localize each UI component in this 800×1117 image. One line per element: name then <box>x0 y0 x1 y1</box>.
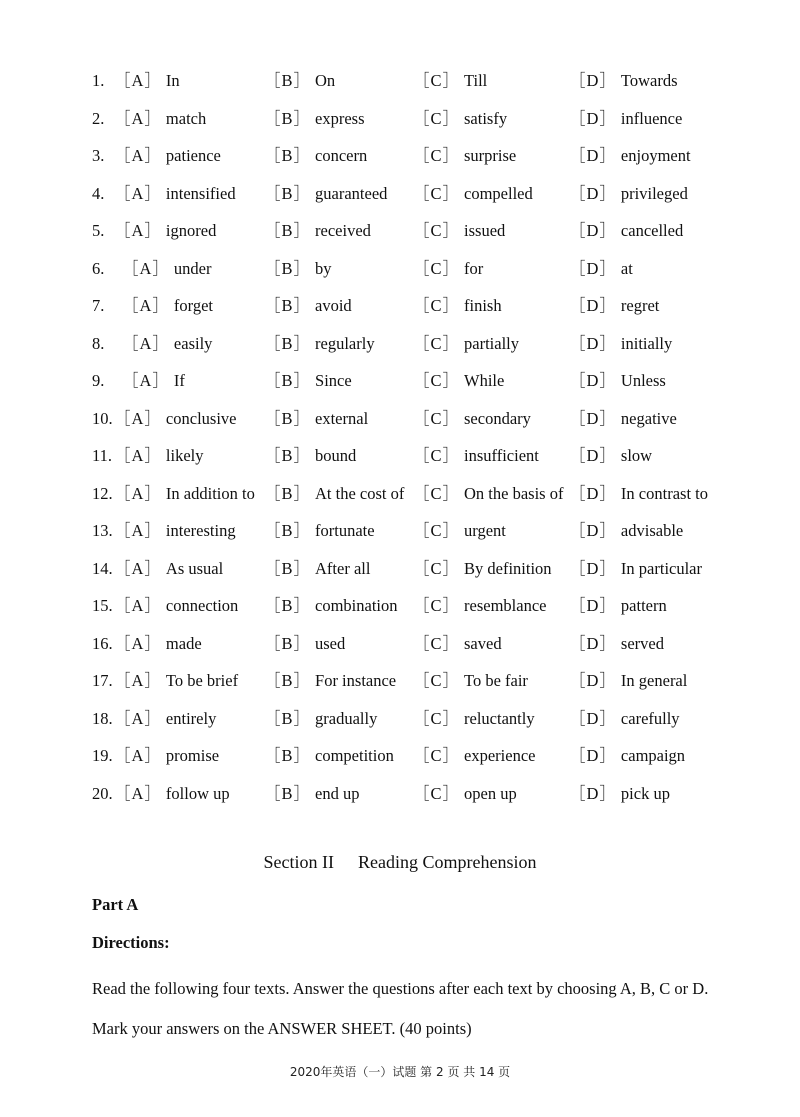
option-text: end up <box>315 783 360 803</box>
question-number: 14. <box>92 558 113 578</box>
option-text: intensified <box>165 183 236 203</box>
option-text: external <box>315 408 369 428</box>
option-letter: ［B］ <box>264 71 312 90</box>
option-letter: ［D］ <box>569 521 617 540</box>
option-text: carefully <box>620 708 680 728</box>
option-a <box>114 700 216 738</box>
option-letter: ［D］ <box>569 183 617 203</box>
option-letter: ［C］ <box>413 258 461 278</box>
question-number: 3. <box>92 146 105 165</box>
option-letter: ［B］ <box>264 521 312 540</box>
question-row <box>92 362 732 400</box>
option-text: reluctantly <box>464 708 535 728</box>
option-letter: ［B］ <box>264 558 312 578</box>
option-text: for <box>464 258 484 278</box>
option-letter: ［D］ <box>569 483 617 503</box>
option-text: competition <box>315 746 394 765</box>
option-text: Since <box>315 371 352 390</box>
question-number: 2. <box>92 108 105 128</box>
option-a <box>114 137 221 175</box>
option-b <box>264 512 375 550</box>
option-text: under <box>173 258 212 278</box>
question-number: 1. <box>92 71 105 90</box>
option-letter: ［A］ <box>114 596 162 615</box>
option-text: secondary <box>464 408 531 428</box>
option-letter: ［A］ <box>114 183 162 203</box>
option-c <box>413 437 539 475</box>
option-letter: ［D］ <box>569 671 617 690</box>
option-letter: ［B］ <box>264 483 312 503</box>
question-row <box>92 475 732 513</box>
option-text: In particular <box>620 558 703 578</box>
option-d <box>569 437 652 475</box>
option-text: initially <box>620 333 673 353</box>
question-row <box>92 587 732 625</box>
option-text: bound <box>315 446 357 465</box>
option-text: negative <box>620 408 677 428</box>
question-row <box>92 250 732 288</box>
option-c <box>413 400 531 438</box>
option-text: easily <box>173 333 213 353</box>
option-text: at <box>620 258 633 278</box>
question-number: 16. <box>92 633 113 653</box>
question-number: 13. <box>92 521 113 540</box>
option-text: In contrast to <box>620 483 708 503</box>
option-text: promise <box>165 746 220 765</box>
option-letter: ［D］ <box>569 408 617 428</box>
directions-label: Directions: <box>92 933 170 952</box>
option-a <box>114 550 223 588</box>
option-a <box>114 512 236 550</box>
option-letter: ［C］ <box>413 146 461 165</box>
option-text: interesting <box>165 521 236 540</box>
option-a <box>122 325 212 363</box>
option-letter: ［B］ <box>264 296 312 315</box>
question-row <box>92 550 732 588</box>
option-b <box>264 437 356 475</box>
section-heading <box>0 852 800 873</box>
option-letter: ［C］ <box>413 221 461 240</box>
option-letter: ［D］ <box>569 633 617 653</box>
option-letter: ［A］ <box>122 258 170 278</box>
option-letter: ［B］ <box>264 596 312 615</box>
option-a <box>122 362 185 400</box>
option-letter: ［A］ <box>114 671 162 690</box>
option-letter: ［A］ <box>122 371 170 390</box>
option-text: If <box>173 371 185 390</box>
option-letter: ［A］ <box>114 708 162 728</box>
option-letter: ［D］ <box>569 333 617 353</box>
option-c <box>413 212 505 250</box>
option-d <box>569 175 688 213</box>
option-b <box>264 475 404 513</box>
option-c <box>413 625 502 663</box>
option-letter: ［D］ <box>569 146 617 165</box>
option-text: In addition to <box>165 483 255 503</box>
option-letter: ［D］ <box>569 558 617 578</box>
option-text: pattern <box>620 596 667 615</box>
question-number: 18. <box>92 708 113 728</box>
option-text: For instance <box>315 671 397 690</box>
option-c <box>413 662 528 700</box>
question-row <box>92 737 732 775</box>
option-letter: ［B］ <box>264 333 312 353</box>
option-a <box>114 100 206 138</box>
option-text: slow <box>620 446 653 465</box>
question-row <box>92 287 732 325</box>
page-footer: 2020年英语（一）试题 第 2 页 共 14 页 <box>289 1065 511 1079</box>
question-row <box>92 325 732 363</box>
option-letter: ［B］ <box>264 408 312 428</box>
option-d <box>569 100 682 138</box>
option-text: cancelled <box>620 221 684 240</box>
option-letter: ［B］ <box>264 783 312 803</box>
option-letter: ［D］ <box>569 708 617 728</box>
option-letter: ［B］ <box>264 708 312 728</box>
option-text: In <box>165 71 180 90</box>
option-d <box>569 212 683 250</box>
option-text: To be fair <box>464 671 528 690</box>
option-b <box>264 325 375 363</box>
question-row <box>92 775 732 813</box>
option-c <box>413 62 487 100</box>
option-letter: ［C］ <box>413 108 461 128</box>
option-text: used <box>315 633 346 653</box>
option-text: Towards <box>620 71 678 90</box>
option-letter: ［C］ <box>413 183 461 203</box>
option-letter: ［B］ <box>264 258 312 278</box>
option-c <box>413 250 483 288</box>
option-text: enjoyment <box>620 146 691 165</box>
option-letter: ［C］ <box>413 521 461 540</box>
option-d <box>569 737 685 775</box>
option-letter: ［D］ <box>569 71 617 90</box>
question-row <box>92 137 732 175</box>
option-a <box>122 250 212 288</box>
option-d <box>569 362 666 400</box>
option-letter: ［A］ <box>114 483 162 503</box>
option-d <box>569 400 677 438</box>
option-text: In general <box>620 671 688 690</box>
option-letter: ［D］ <box>569 296 617 315</box>
option-a <box>114 62 180 100</box>
option-letter: ［C］ <box>413 783 461 803</box>
option-b <box>264 775 359 813</box>
option-letter: ［B］ <box>264 746 312 765</box>
option-a <box>114 475 255 513</box>
option-b <box>264 550 370 588</box>
option-letter: ［D］ <box>569 221 617 240</box>
option-a <box>114 212 216 250</box>
option-letter: ［B］ <box>264 633 312 653</box>
option-text: regularly <box>315 333 375 353</box>
option-text: Till <box>464 71 488 90</box>
option-text: campaign <box>620 746 686 765</box>
option-d <box>569 775 670 813</box>
option-text: Unless <box>620 371 666 390</box>
option-letter: ［B］ <box>264 221 312 240</box>
option-text: partially <box>464 333 519 353</box>
option-letter: ［C］ <box>413 333 461 353</box>
question-row <box>92 662 732 700</box>
option-text: combination <box>315 596 398 615</box>
option-text: As usual <box>165 558 224 578</box>
question-row <box>92 700 732 738</box>
option-letter: ［B］ <box>264 146 312 165</box>
question-row <box>92 512 732 550</box>
option-letter: ［C］ <box>413 296 461 315</box>
option-letter: ［D］ <box>569 371 617 390</box>
question-number: 7. <box>92 296 105 315</box>
question-number: 12. <box>92 483 113 503</box>
option-c <box>413 287 502 325</box>
option-text: surprise <box>464 146 517 165</box>
option-text: connection <box>165 596 239 615</box>
option-c <box>413 775 517 813</box>
option-letter: ［C］ <box>413 71 461 90</box>
option-letter: ［A］ <box>114 146 162 165</box>
question-number: 20. <box>92 783 113 803</box>
option-text: follow up <box>165 783 230 803</box>
question-number: 6. <box>92 258 105 278</box>
option-a <box>114 625 202 663</box>
question-number: 19. <box>92 746 113 765</box>
option-text: advisable <box>620 521 684 540</box>
option-text: match <box>165 108 207 128</box>
option-letter: ［B］ <box>264 183 312 203</box>
option-text: influence <box>620 108 683 128</box>
question-number: 15. <box>92 596 113 615</box>
option-letter: ［C］ <box>413 558 461 578</box>
option-a <box>122 287 213 325</box>
option-text: privileged <box>620 183 688 203</box>
option-letter: ［D］ <box>569 108 617 128</box>
option-b <box>264 137 367 175</box>
option-letter: ［D］ <box>569 258 617 278</box>
option-text: satisfy <box>464 108 508 128</box>
option-text: concern <box>315 146 368 165</box>
option-b <box>264 250 332 288</box>
option-b <box>264 700 377 738</box>
option-d <box>569 250 633 288</box>
question-number: 17. <box>92 671 113 690</box>
option-letter: ［D］ <box>569 446 617 465</box>
option-letter: ［A］ <box>122 296 170 315</box>
option-text: express <box>315 108 365 128</box>
option-letter: ［D］ <box>569 746 617 765</box>
option-letter: ［D］ <box>569 783 617 803</box>
question-row <box>92 175 732 213</box>
option-a <box>114 400 236 438</box>
option-text: insufficient <box>464 446 539 465</box>
question-row <box>92 625 732 663</box>
option-text: At the cost of <box>315 483 405 503</box>
option-letter: ［B］ <box>264 671 312 690</box>
option-letter: ［A］ <box>114 783 162 803</box>
option-text: avoid <box>315 296 352 315</box>
option-text: entirely <box>165 708 217 728</box>
option-d <box>569 62 678 100</box>
option-text: made <box>165 633 202 653</box>
option-letter: ［B］ <box>264 371 312 390</box>
section-number: Section II <box>263 852 334 872</box>
option-c <box>413 325 519 363</box>
option-d <box>569 137 691 175</box>
option-c <box>413 362 504 400</box>
part-heading: Part A <box>92 895 139 914</box>
option-text: urgent <box>464 521 506 540</box>
option-letter: ［C］ <box>413 708 461 728</box>
option-c <box>413 700 535 738</box>
option-d <box>569 550 702 588</box>
option-c <box>413 587 546 625</box>
option-c <box>413 550 552 588</box>
option-a <box>114 662 238 700</box>
question-number: 11. <box>92 446 113 465</box>
option-b <box>264 400 368 438</box>
question-number: 4. <box>92 183 105 203</box>
option-d <box>569 475 708 513</box>
option-letter: ［C］ <box>413 408 461 428</box>
option-c <box>413 512 506 550</box>
option-d <box>569 700 680 738</box>
option-text: received <box>315 221 371 240</box>
option-letter: ［A］ <box>114 108 162 128</box>
option-text: By definition <box>464 558 552 578</box>
option-text: issued <box>464 221 506 240</box>
option-a <box>114 775 230 813</box>
option-a <box>114 587 238 625</box>
option-a <box>114 737 219 775</box>
option-c <box>413 475 563 513</box>
question-row <box>92 437 732 475</box>
question-options-list <box>92 62 732 812</box>
option-text: After all <box>315 558 371 578</box>
option-text: guaranteed <box>315 183 388 203</box>
option-a <box>114 175 236 213</box>
option-d <box>569 287 659 325</box>
option-d <box>569 512 683 550</box>
option-letter: ［B］ <box>264 108 312 128</box>
option-b <box>264 737 394 775</box>
option-text: served <box>620 633 664 653</box>
question-number: 9. <box>92 371 105 390</box>
option-text: open up <box>464 783 517 803</box>
option-text: likely <box>165 446 204 465</box>
option-b <box>264 175 387 213</box>
option-text: saved <box>464 633 502 653</box>
option-letter: ［A］ <box>114 521 162 540</box>
option-letter: ［A］ <box>114 408 162 428</box>
option-a <box>114 437 204 475</box>
option-letter: ［A］ <box>114 746 162 765</box>
option-letter: ［C］ <box>413 483 461 503</box>
option-b <box>264 287 352 325</box>
question-number: 5. <box>92 221 105 240</box>
option-letter: ［A］ <box>114 221 162 240</box>
option-d <box>569 662 687 700</box>
option-text: gradually <box>315 708 378 728</box>
option-letter: ［A］ <box>114 633 162 653</box>
option-letter: ［B］ <box>264 446 312 465</box>
option-text: resemblance <box>464 596 547 615</box>
option-text: To be brief <box>165 671 239 690</box>
option-letter: ［C］ <box>413 446 461 465</box>
option-d <box>569 325 672 363</box>
option-text: conclusive <box>165 408 237 428</box>
question-number: 10. <box>92 408 113 428</box>
option-text: On <box>315 71 336 90</box>
option-letter: ［C］ <box>413 671 461 690</box>
option-text: pick up <box>620 783 670 803</box>
option-letter: ［C］ <box>413 746 461 765</box>
option-letter: ［A］ <box>114 71 162 90</box>
option-b <box>264 625 345 663</box>
option-letter: ［C］ <box>413 633 461 653</box>
option-text: finish <box>464 296 502 315</box>
option-c <box>413 175 533 213</box>
directions-text: Read the following four texts. Answer the questions after each text by choosing A, B, C or D. Mark your answers on the ANSWER SHEET. (40 points) <box>92 979 709 1038</box>
option-text: experience <box>464 746 536 765</box>
option-letter: ［A］ <box>122 333 170 353</box>
option-b <box>264 587 398 625</box>
question-row <box>92 400 732 438</box>
option-d <box>569 587 667 625</box>
option-c <box>413 100 507 138</box>
option-c <box>413 737 535 775</box>
option-text: While <box>464 371 505 390</box>
question-row <box>92 212 732 250</box>
option-text: patience <box>165 146 221 165</box>
question-row <box>92 100 732 138</box>
option-b <box>264 100 365 138</box>
option-c <box>413 137 516 175</box>
option-text: regret <box>620 296 660 315</box>
option-text: ignored <box>165 221 217 240</box>
option-letter: ［A］ <box>114 446 162 465</box>
section-title: Reading Comprehension <box>358 852 537 872</box>
option-b <box>264 362 352 400</box>
option-letter: ［C］ <box>413 596 461 615</box>
option-text: compelled <box>464 183 533 203</box>
option-text: On the basis of <box>464 483 564 503</box>
option-letter: ［A］ <box>114 558 162 578</box>
option-b <box>264 62 335 100</box>
option-text: forget <box>173 296 214 315</box>
question-number: 8. <box>92 333 105 353</box>
option-d <box>569 625 664 663</box>
option-text: fortunate <box>315 521 375 540</box>
option-b <box>264 662 396 700</box>
option-text: by <box>315 258 332 278</box>
option-b <box>264 212 371 250</box>
option-letter: ［D］ <box>569 596 617 615</box>
question-row <box>92 62 732 100</box>
option-letter: ［C］ <box>413 371 461 390</box>
